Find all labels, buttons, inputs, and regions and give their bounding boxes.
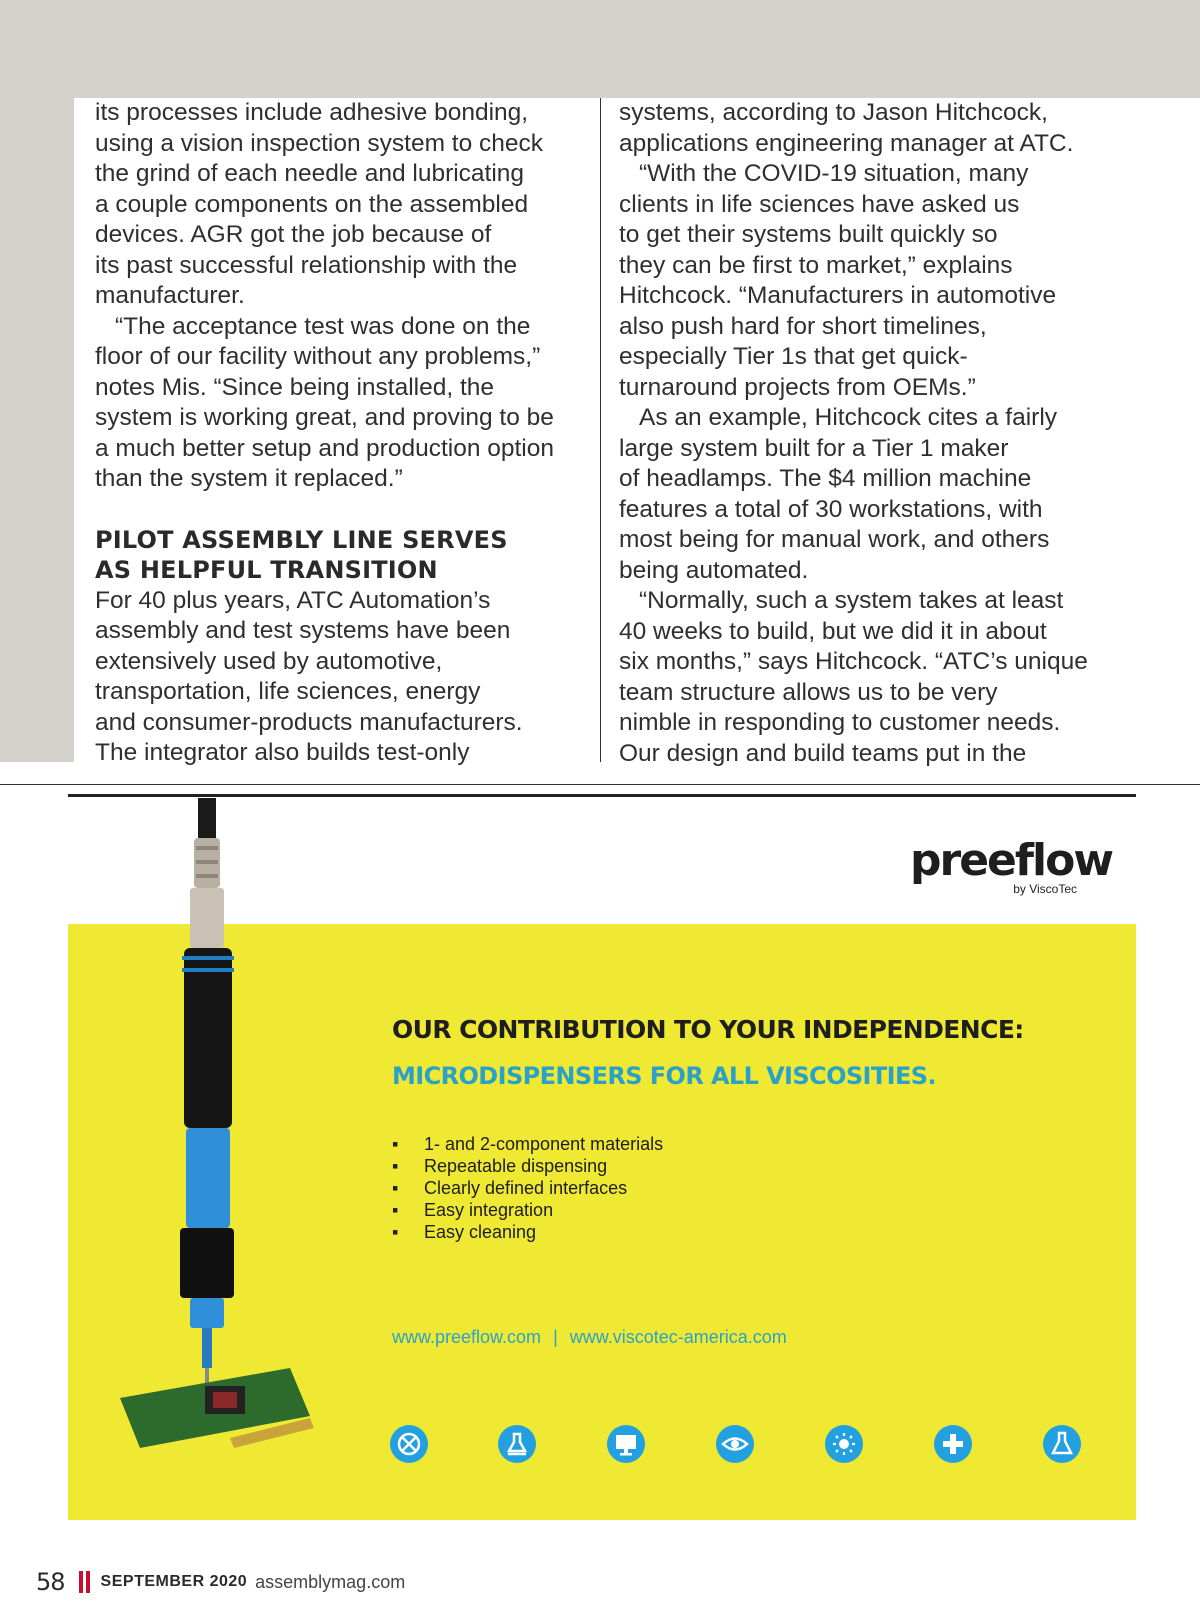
body-line: a couple components on the assembled [95, 190, 529, 218]
body-line: systems, according to Jason Hitchcock, [619, 99, 1048, 126]
body-line: floor of our facility without any problems,” [95, 343, 541, 370]
body-line: features a total of 30 workstations, with [619, 495, 1043, 523]
article-column-left [95, 98, 585, 769]
body-line: to get their systems built quickly so [619, 221, 998, 248]
body-line: especially Tier 1s that get quick- [619, 343, 968, 370]
feature-item: ▪ Repeatable dispensing [392, 1156, 608, 1176]
logo-subtitle: by ViscoTec [1013, 882, 1077, 896]
issue-date: SEPTEMBER 2020 [100, 1573, 248, 1590]
crosshair-icon [390, 1425, 428, 1463]
eye-icon [716, 1425, 754, 1463]
body-line: of headlamps. The $4 million machine [619, 465, 1032, 492]
feature-label: 1- and 2-component materials [424, 1134, 664, 1154]
body-line: notes Mis. “Since being installed, the [95, 373, 495, 401]
body-line: clients in life sciences have asked us [619, 190, 1020, 218]
body-line: team structure allows us to be very [619, 678, 998, 706]
preeflow-logo[interactable] [910, 835, 1112, 898]
page-number: 58 [36, 1568, 65, 1596]
body-line: For 40 plus years, ATC Automation’s [95, 586, 491, 614]
body-line: large system built for a Tier 1 maker [619, 434, 1009, 462]
feature-item: ▪ 1- and 2-component materials [392, 1134, 664, 1154]
body-line: than the system it replaced.” [95, 465, 403, 492]
ad-separator-thick [68, 794, 1136, 797]
flask-icon [1043, 1425, 1081, 1463]
viscotec-link[interactable]: www.viscotec-america.com [569, 1327, 787, 1347]
body-line: Hitchcock. “Manufacturers in automotive [619, 282, 1057, 309]
body-line: transportation, life sciences, energy [95, 678, 481, 705]
ad-links [392, 1327, 787, 1348]
link-separator: | [553, 1327, 558, 1347]
body-line: “With the COVID-19 situation, many [639, 160, 1029, 187]
feature-label: Easy cleaning [424, 1222, 537, 1242]
body-line: most being for manual work, and others [619, 526, 1050, 553]
body-line: nimble in responding to customer needs. [619, 709, 1061, 736]
feature-item: ▪ Easy cleaning [392, 1222, 537, 1242]
body-line: applications engineering manager at ATC. [619, 129, 1074, 157]
body-line: they can be first to market,” explains [619, 251, 1013, 279]
site-link[interactable]: assemblymag.com [255, 1571, 406, 1592]
section-heading: AS HELPFUL TRANSITION [95, 556, 438, 584]
page-footer [36, 1568, 405, 1598]
feature-item: ▪ Clearly defined interfaces [392, 1178, 628, 1198]
feature-label: Repeatable dispensing [424, 1156, 608, 1176]
body-line: As an example, Hitchcock cites a fairly [639, 404, 1058, 431]
column-divider [600, 98, 601, 762]
sun-icon [825, 1425, 863, 1463]
body-line: “The acceptance test was done on the [115, 312, 531, 340]
body-line: assembly and test systems have been [95, 617, 511, 644]
body-line: its processes include adhesive bonding, [95, 99, 529, 126]
body-line: system is working great, and proving to be [95, 404, 554, 431]
body-line: The integrator also builds test-only [95, 739, 470, 766]
body-line: being automated. [619, 556, 809, 584]
body-line: manufacturer. [95, 282, 245, 309]
feature-item: ▪ Easy integration [392, 1200, 554, 1220]
dispenser-device-image [110, 798, 330, 1478]
section-heading: PILOT ASSEMBLY LINE SERVES [95, 525, 508, 554]
body-line: and consumer-products manufacturers. [95, 708, 523, 736]
monitor-icon [607, 1425, 645, 1463]
body-line: a much better setup and production option [95, 434, 555, 462]
feature-list [392, 1133, 663, 1243]
body-line: turnaround projects from OEMs.” [619, 373, 976, 401]
body-line: its past successful relationship with the [95, 251, 518, 279]
feature-label: Clearly defined interfaces [424, 1178, 628, 1198]
body-line: six months,” says Hitchcock. “ATC’s unique [619, 648, 1088, 675]
logo-wordmark: preeflow [910, 835, 1112, 886]
footer-accent-bars [79, 1571, 91, 1593]
body-line: Our design and build teams put in the [619, 739, 1027, 767]
ad-headline: OUR CONTRIBUTION TO YOUR INDEPENDENCE: [392, 1015, 1024, 1044]
body-line: the grind of each needle and lubricating [95, 160, 525, 187]
feature-label: Easy integration [424, 1200, 554, 1220]
left-band [0, 98, 74, 762]
body-line: also push hard for short timelines, [619, 312, 987, 340]
flask-hand-icon [498, 1425, 536, 1463]
preeflow-link[interactable]: www.preeflow.com [392, 1327, 542, 1347]
body-line: “Normally, such a system takes at least [639, 587, 1064, 614]
body-line: 40 weeks to build, but we did it in about [619, 617, 1047, 645]
body-line: using a vision inspection system to check [95, 129, 544, 157]
plus-icon [934, 1425, 972, 1463]
ad-separator-thin [0, 784, 1200, 785]
top-band [0, 0, 1200, 98]
ad-subheadline: MICRODISPENSERS FOR ALL VISCOSITIES. [392, 1062, 936, 1090]
body-line: devices. AGR got the job because of [95, 221, 492, 248]
article-column-right [619, 98, 1119, 769]
body-line: extensively used by automotive, [95, 647, 443, 675]
